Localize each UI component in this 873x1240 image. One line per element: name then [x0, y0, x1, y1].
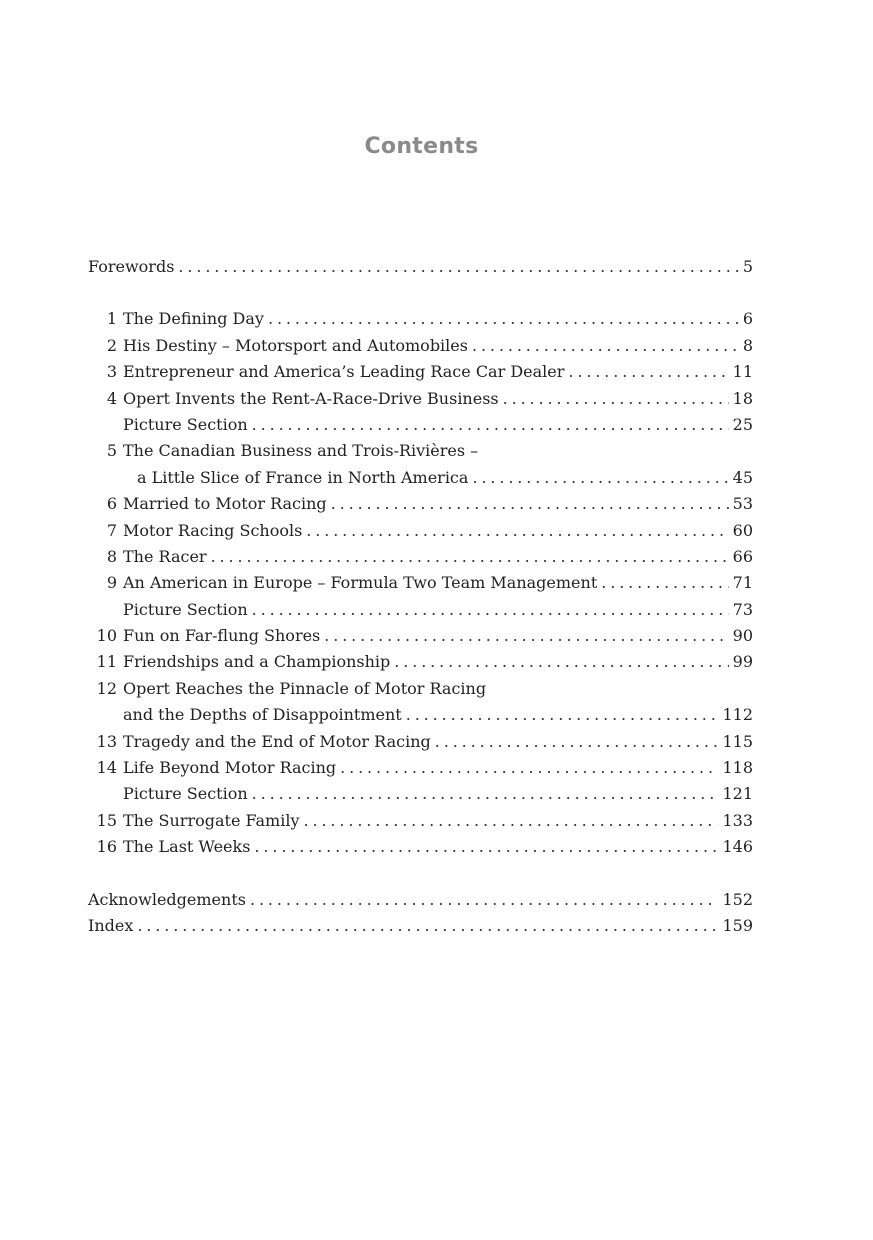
toc-entry-label: His Destiny – Motorsport and Automobiles [123, 335, 468, 355]
toc-entry-label: Index [88, 915, 134, 935]
chapter-number: 4 [106, 388, 117, 408]
leader-dots [178, 254, 738, 280]
toc-entry-page: 99 [732, 652, 753, 672]
toc-entry-chapter-10[interactable] [88, 623, 753, 649]
toc-entry-picture-section[interactable] [88, 412, 753, 438]
toc-entry-label: Picture Section [123, 414, 248, 434]
toc-entry-page: 18 [732, 388, 753, 408]
toc-entry-page: 71 [732, 573, 753, 593]
toc-entry-chapter-11[interactable] [88, 649, 753, 675]
toc-entry-page: 159 [722, 915, 753, 935]
chapter-number: 10 [96, 626, 117, 646]
toc-entry-chapter-12[interactable] [88, 676, 753, 702]
toc-entry-page: 45 [732, 467, 753, 487]
toc-entry-label: Married to Motor Racing [123, 494, 327, 514]
toc-entry-chapter-2[interactable] [88, 333, 753, 359]
toc-entry-page: 115 [722, 731, 753, 751]
toc-entry-chapter-9[interactable] [88, 570, 753, 596]
page-title: Contents [364, 134, 479, 159]
toc-entry-page: 133 [722, 810, 753, 830]
chapter-number: 11 [96, 652, 117, 672]
leader-dots [324, 623, 728, 649]
toc-entry-chapter-14[interactable] [88, 755, 753, 781]
toc-entry-chapter-1[interactable] [88, 306, 753, 332]
toc-entry-page: 25 [732, 414, 753, 434]
leader-dots [304, 808, 719, 834]
toc-entry-label: Opert Invents the Rent-A-Race-Drive Business [123, 388, 499, 408]
chapter-number: 6 [106, 494, 117, 514]
toc-entry-page: 53 [732, 494, 753, 514]
toc-entry-label: The Last Weeks [123, 837, 251, 857]
chapter-number: 3 [106, 362, 117, 382]
toc-entry-label: The Defining Day [123, 309, 264, 329]
chapter-number: 15 [96, 810, 117, 830]
toc-entry-page: 66 [732, 546, 753, 566]
chapter-number: 9 [106, 573, 117, 593]
toc-entry-chapter-8[interactable] [88, 544, 753, 570]
toc-entry-chapter-5-continued[interactable] [88, 465, 753, 491]
chapter-number: 2 [106, 335, 117, 355]
chapter-number: 8 [106, 546, 117, 566]
leader-dots [472, 333, 739, 359]
toc-entry-picture-section[interactable] [88, 781, 753, 807]
leader-dots [250, 887, 718, 913]
toc-entry-label: The Racer [123, 546, 207, 566]
leader-dots [568, 359, 728, 385]
toc-entry-chapter-6[interactable] [88, 491, 753, 517]
leader-dots [435, 729, 719, 755]
toc-entry-label: Entrepreneur and America’s Leading Race Car Dealer [123, 362, 565, 382]
chapter-number: 16 [96, 837, 117, 857]
toc-entry-page: 60 [732, 520, 753, 540]
toc-entry-page: 112 [722, 705, 753, 725]
toc-entry-page: 6 [742, 309, 753, 329]
toc-entry-chapter-3[interactable] [88, 359, 753, 385]
toc-entry-forewords[interactable] [88, 254, 753, 280]
leader-dots [472, 465, 728, 491]
toc-entry-page: 11 [732, 362, 753, 382]
toc-entry-chapter-13[interactable] [88, 729, 753, 755]
toc-entry-page: 8 [742, 335, 753, 355]
leader-dots [503, 386, 729, 412]
leader-dots [268, 306, 739, 332]
chapter-number: 7 [106, 520, 117, 540]
leader-dots [254, 834, 718, 860]
leader-dots [331, 491, 729, 517]
toc-entry-label-continued: a Little Slice of France in North America [137, 467, 469, 487]
toc-entry-chapter-4[interactable] [88, 386, 753, 412]
toc-entry-label: Acknowledgements [88, 889, 246, 909]
leader-dots [252, 412, 729, 438]
chapter-number: 12 [96, 678, 117, 698]
toc-entry-label: Fun on Far-flung Shores [123, 626, 321, 646]
toc-entry-label: Friendships and a Championship [123, 652, 391, 672]
toc-entry-index[interactable] [88, 913, 753, 939]
toc-entry-page: 152 [722, 889, 753, 909]
leader-dots [601, 570, 728, 596]
toc-entry-label: Opert Reaches the Pinnacle of Motor Racing [123, 678, 487, 698]
toc-entry-page: 146 [722, 837, 753, 857]
chapter-number: 14 [96, 758, 117, 778]
toc-entry-label: Life Beyond Motor Racing [123, 758, 337, 778]
toc-entry-acknowledgements[interactable] [88, 887, 753, 913]
chapter-number: 1 [106, 309, 117, 329]
leader-dots [252, 597, 729, 623]
leader-dots [211, 544, 729, 570]
leader-dots [394, 649, 728, 675]
toc-entry-label: Picture Section [123, 784, 248, 804]
toc-entry-label: The Surrogate Family [123, 810, 300, 830]
toc-entry-page: 90 [732, 626, 753, 646]
toc-entry-chapter-5[interactable] [88, 438, 753, 464]
table-of-contents [88, 254, 753, 939]
toc-entry-chapter-7[interactable] [88, 518, 753, 544]
toc-entry-chapter-16[interactable] [88, 834, 753, 860]
leader-dots [252, 781, 719, 807]
toc-entry-chapter-15[interactable] [88, 808, 753, 834]
toc-entry-picture-section[interactable] [88, 597, 753, 623]
toc-entry-label: An American in Europe – Formula Two Team Management [123, 573, 598, 593]
leader-dots [137, 913, 718, 939]
toc-entry-page: 118 [722, 758, 753, 778]
toc-entry-label-continued: and the Depths of Disappointment [123, 705, 402, 725]
toc-entry-label: Picture Section [123, 599, 248, 619]
leader-dots [340, 755, 718, 781]
toc-entry-label: Forewords [88, 257, 175, 276]
toc-entry-page: 73 [732, 599, 753, 619]
toc-entry-label: Tragedy and the End of Motor Racing [123, 731, 431, 751]
toc-entry-label: The Canadian Business and Trois-Rivières – [123, 441, 479, 461]
toc-entry-page: 5 [742, 257, 753, 276]
toc-entry-label: Motor Racing Schools [123, 520, 303, 540]
chapter-number: 13 [96, 731, 117, 751]
chapter-number: 5 [106, 441, 117, 461]
toc-entry-chapter-12-continued[interactable] [88, 702, 753, 728]
toc-entry-page: 121 [722, 784, 753, 804]
leader-dots [306, 518, 728, 544]
leader-dots [406, 702, 719, 728]
